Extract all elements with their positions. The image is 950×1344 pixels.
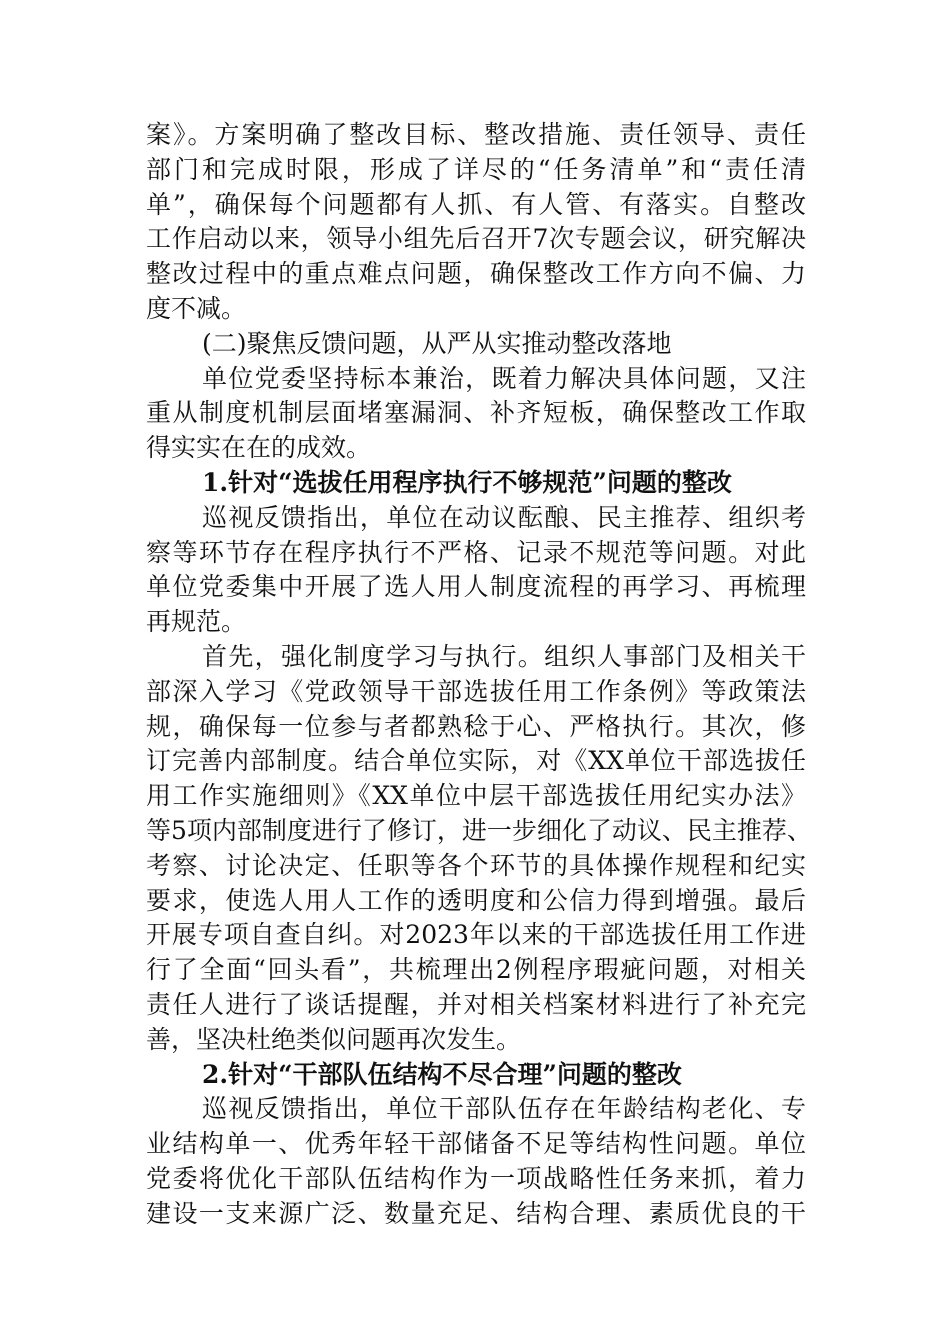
sub-heading [146, 327, 806, 362]
sub-heading-text: (二)聚焦反馈问题，从严从实推动整改落地 [202, 328, 672, 358]
heading [146, 466, 806, 501]
text-line: 部深入学习《党政领导干部选拔任用工作条例》等政策法 [146, 676, 806, 706]
text-line: 度不减。 [146, 293, 247, 323]
text-line: 单位党委集中开展了选人用人制度流程的再学习、再梳理 [146, 572, 806, 602]
text-line: 工作启动以来，领导小组先后召开7次专题会议，研究解决 [146, 224, 806, 254]
heading-text: 2.针对“干部队伍结构不尽合理”问题的整改 [202, 1059, 682, 1089]
text-line: 巡视反馈指出，单位在动议酝酿、民主推荐、组织考 [202, 502, 806, 532]
heading [146, 1058, 806, 1093]
text-line: 要求，使选人用人工作的透明度和公信力得到增强。最后 [146, 885, 806, 915]
text-line: 部门和完成时限，形成了详尽的“任务清单”和“责任清 [146, 154, 806, 184]
text-line: 整改过程中的重点难点问题，确保整改工作方向不偏、力 [146, 259, 806, 289]
text-line: 等5项内部制度进行了修订，进一步细化了动议、民主推荐、 [146, 815, 812, 845]
text-line: 用工作实施细则》《XX单位中层干部选拔任用纪实办法》 [146, 781, 806, 811]
text-line: 建设一支来源广泛、数量充足、结构合理、素质优良的干 [146, 1198, 806, 1228]
text-line: 订完善内部制度。结合单位实际，对《XX单位干部选拔任 [146, 746, 806, 776]
text-line: 开展专项自查自纠。对2023年以来的干部选拔任用工作进 [146, 920, 806, 950]
text-line: 单位党委坚持标本兼治，既着力解决具体问题，又注 [202, 363, 806, 393]
text-line: 案》。方案明确了整改目标、整改措施、责任领导、责任 [146, 120, 806, 149]
text-line: 行了全面“回头看”，共梳理出2例程序瑕疵问题，对相关 [146, 955, 806, 985]
text-line: 规，确保每一位参与者都熟稔于心、严格执行。其次，修 [146, 711, 806, 741]
paragraph [146, 501, 806, 640]
text-line: 责任人进行了谈话提醒，并对相关档案材料进行了补充完 [146, 989, 806, 1019]
text-line: 业结构单一、优秀年轻干部储备不足等结构性问题。单位 [146, 1129, 806, 1159]
text-line: 巡视反馈指出，单位干部队伍存在年龄结构老化、专 [202, 1094, 806, 1124]
paragraph [146, 640, 812, 1058]
heading-text: 1.针对“选拔任用程序执行不够规范”问题的整改 [202, 467, 732, 497]
text-line: 考察、讨论决定、任职等各个环节的具体操作规程和纪实 [146, 850, 806, 880]
text-line: 再规范。 [146, 607, 247, 637]
paragraph [146, 1092, 806, 1231]
text-line: 善，坚决杜绝类似问题再次发生。 [146, 1024, 522, 1054]
document-page [146, 118, 812, 1232]
text-line: 重从制度机制层面堵塞漏洞、补齐短板，确保整改工作取 [146, 398, 806, 428]
text-line: 察等环节存在程序执行不严格、记录不规范等问题。对此 [146, 537, 806, 567]
text-line: 得实实在在的成效。 [146, 433, 372, 463]
text-line: 单”，确保每个问题都有人抓、有人管、有落实。自整改 [146, 189, 806, 219]
paragraph [146, 362, 806, 466]
text-line: 首先，强化制度学习与执行。组织人事部门及相关干 [202, 641, 806, 671]
paragraph [146, 118, 806, 327]
text-line: 党委将优化干部队伍结构作为一项战略性任务来抓，着力 [146, 1163, 806, 1193]
